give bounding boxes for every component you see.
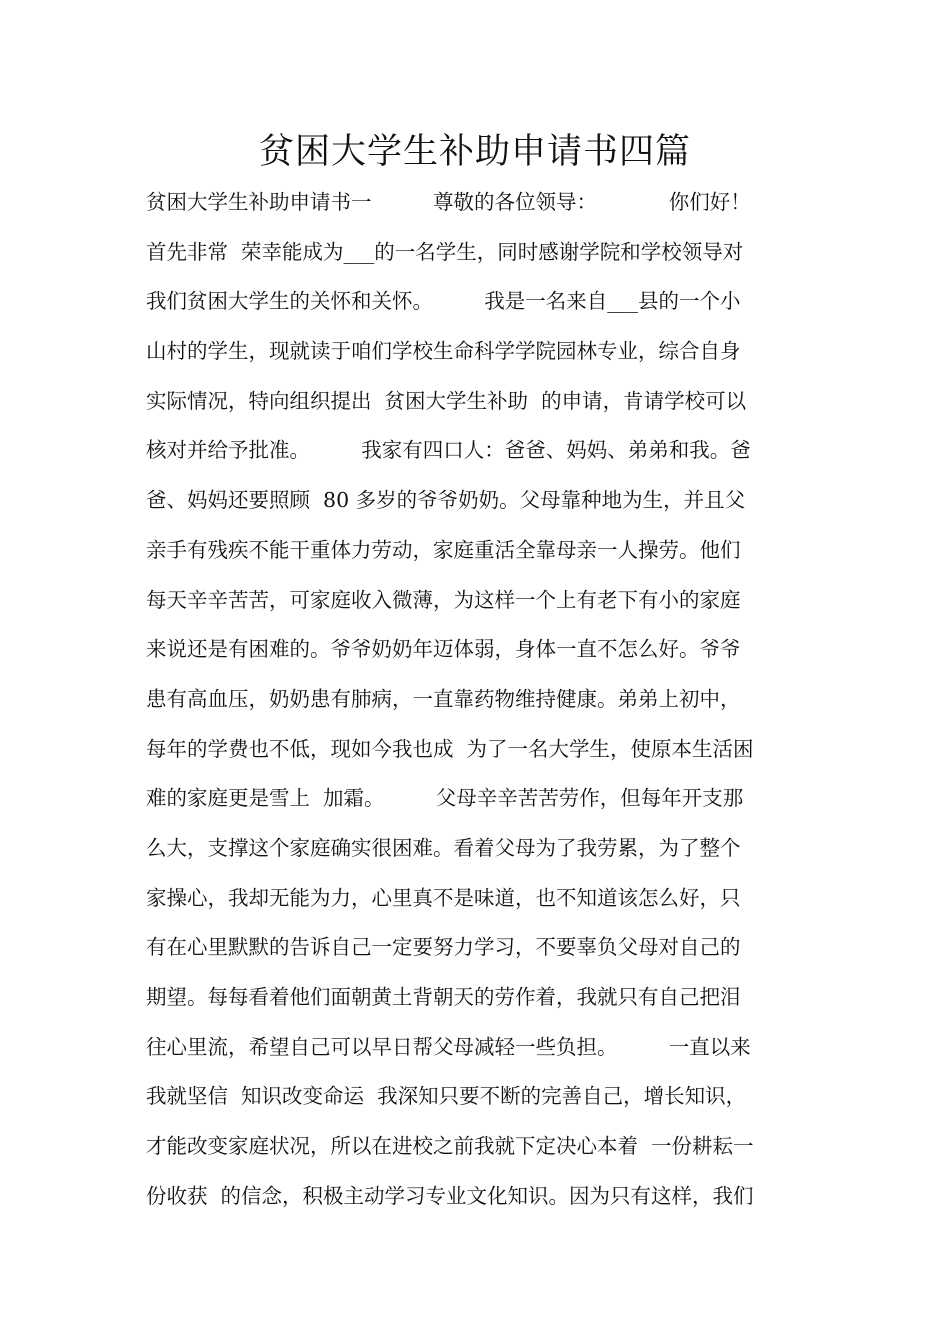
body-line: 爸、妈妈还要照顾 80 多岁的爷爷奶奶。父母靠种地为生，并且父 [146,488,746,513]
body-line: 我们贫困大学生的关怀和关怀。 我是一名来自___县的一个小 [146,289,741,314]
body-line: 亲手有残疾不能干重体力劳动，家庭重活全靠母亲一人操劳。他们 [146,537,741,562]
body-line: 首先非常 荣幸能成为___的一名学生，同时感谢学院和学校领导对 [146,239,744,264]
document-title: 贫困大学生补助申请书四篇 [258,132,691,172]
body-line: 来说还是有困难的。爷爷奶奶年迈体弱，身体一直不怎么好。爷爷 [146,637,741,662]
body-line: 份收获 的信念，积极主动学习专业文化知识。因为只有这样，我们 [146,1183,754,1208]
body-line: 实际情况，特向组织提出 贫困大学生补助 的申请，肯请学校可以 [146,388,747,413]
body-line: 核对并给予批准。 我家有四口人：爸爸、妈妈、弟弟和我。爸 [146,438,751,463]
body-line: 有在心里默默的告诉自己一定要努力学习，不要辜负父母对自己的 [146,935,741,960]
body-line: 贫困大学生补助申请书一 尊敬的各位领导： 你们好！ [146,190,751,214]
body-line: 患有高血压，奶奶患有肺病，一直靠药物维持健康。弟弟上初中， [146,686,741,711]
body-line: 每天辛辛苦苦，可家庭收入微薄，为这样一个上有老下有小的家庭 [146,587,741,612]
body-line: 我就坚信 知识改变命运 我深知只要不断的完善自己，增长知识， [146,1084,747,1109]
body-line: 才能改变家庭状况，所以在进校之前我就下定决心本着 一份耕耘一 [146,1134,754,1159]
body-line: 往心里流，希望自己可以早日帮父母减轻一些负担。 一直以来 [146,1034,751,1059]
body-line: 难的家庭更是雪上 加霜。 父母辛辛苦苦劳作，但每年开支那 [146,786,744,811]
body-line: 家操心，我却无能为力，心里真不是味道，也不知道该怎么好，只 [146,885,741,910]
body-line: 期望。每每看着他们面朝黄土背朝天的劳作着，我就只有自己把泪 [146,985,741,1009]
body-line: 么大，支撑这个家庭确实很困难。看着父母为了我劳累，为了整个 [146,835,741,860]
body-line: 每年的学费也不低，现如今我也成 为了一名大学生，使原本生活困 [146,736,754,761]
document-body [146,178,816,1221]
body-line: 山村的学生，现就读于咱们学校生命科学学院园林专业，综合自身 [146,339,741,364]
